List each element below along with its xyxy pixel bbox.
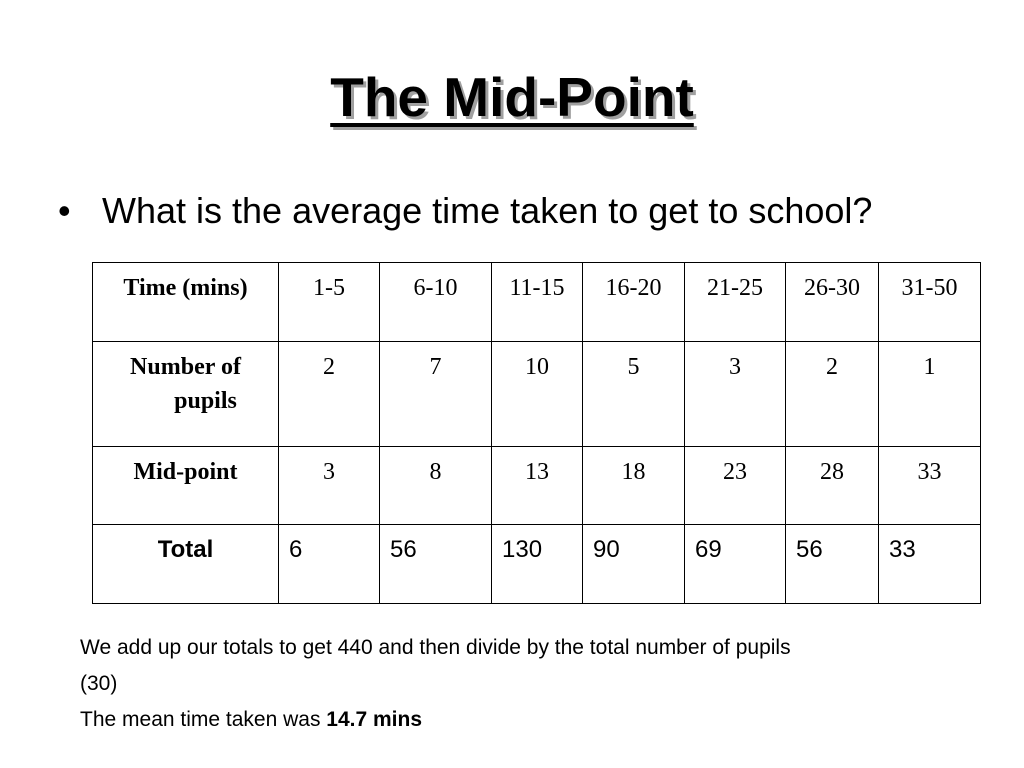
frequency-table (92, 262, 981, 604)
table-cell: 31-50 (879, 263, 981, 342)
table-cell: 56 (786, 525, 879, 604)
table-row-midpoint (93, 447, 981, 525)
notes-line-2: (30) (80, 672, 118, 695)
question-bullet (58, 188, 872, 234)
table-cell: 33 (879, 447, 981, 525)
row-header-midpoint: Mid-point (93, 447, 279, 525)
table-cell: 6-10 (380, 263, 492, 342)
slide-title: The Mid-Point (330, 66, 694, 128)
mean-value: 14.7 mins (326, 708, 423, 731)
table-row-total (93, 525, 981, 604)
table-row-pupils (93, 342, 981, 447)
table-cell: 11-15 (492, 263, 583, 342)
table-cell: 18 (583, 447, 685, 525)
row-header-pupils (93, 342, 279, 447)
table-cell: 69 (685, 525, 786, 604)
notes-line-3 (80, 702, 980, 738)
table-cell: 7 (380, 342, 492, 447)
table-cell: 23 (685, 447, 786, 525)
table-row-time (93, 263, 981, 342)
explanation-notes (80, 630, 980, 738)
table-cell: 13 (492, 447, 583, 525)
row-header-pupils-line1: Number of (130, 354, 241, 380)
table-cell: 2 (279, 342, 380, 447)
table-cell: 56 (380, 525, 492, 604)
mean-label: The mean time taken was (80, 708, 327, 731)
table-cell: 3 (685, 342, 786, 447)
table-cell: 10 (492, 342, 583, 447)
question-text: What is the average time taken to get to school? (102, 190, 873, 231)
row-header-total: Total (93, 525, 279, 604)
table-cell: 5 (583, 342, 685, 447)
table-cell: 1 (879, 342, 981, 447)
table-cell: 90 (583, 525, 685, 604)
table-cell: 8 (380, 447, 492, 525)
table-cell: 28 (786, 447, 879, 525)
table-cell: 3 (279, 447, 380, 525)
notes-line-1: We add up our totals to get 440 and then divide by the total number of pupils (80, 636, 791, 659)
table-cell: 1-5 (279, 263, 380, 342)
table-cell: 26-30 (786, 263, 879, 342)
table-cell: 6 (279, 525, 380, 604)
table-cell: 33 (879, 525, 981, 604)
table-cell: 2 (786, 342, 879, 447)
row-header-pupils-line2: pupils (174, 388, 237, 414)
table-cell: 16-20 (583, 263, 685, 342)
row-header-time: Time (mins) (93, 263, 279, 342)
table-cell: 130 (492, 525, 583, 604)
bullet-marker: • (58, 190, 71, 231)
table-cell: 21-25 (685, 263, 786, 342)
